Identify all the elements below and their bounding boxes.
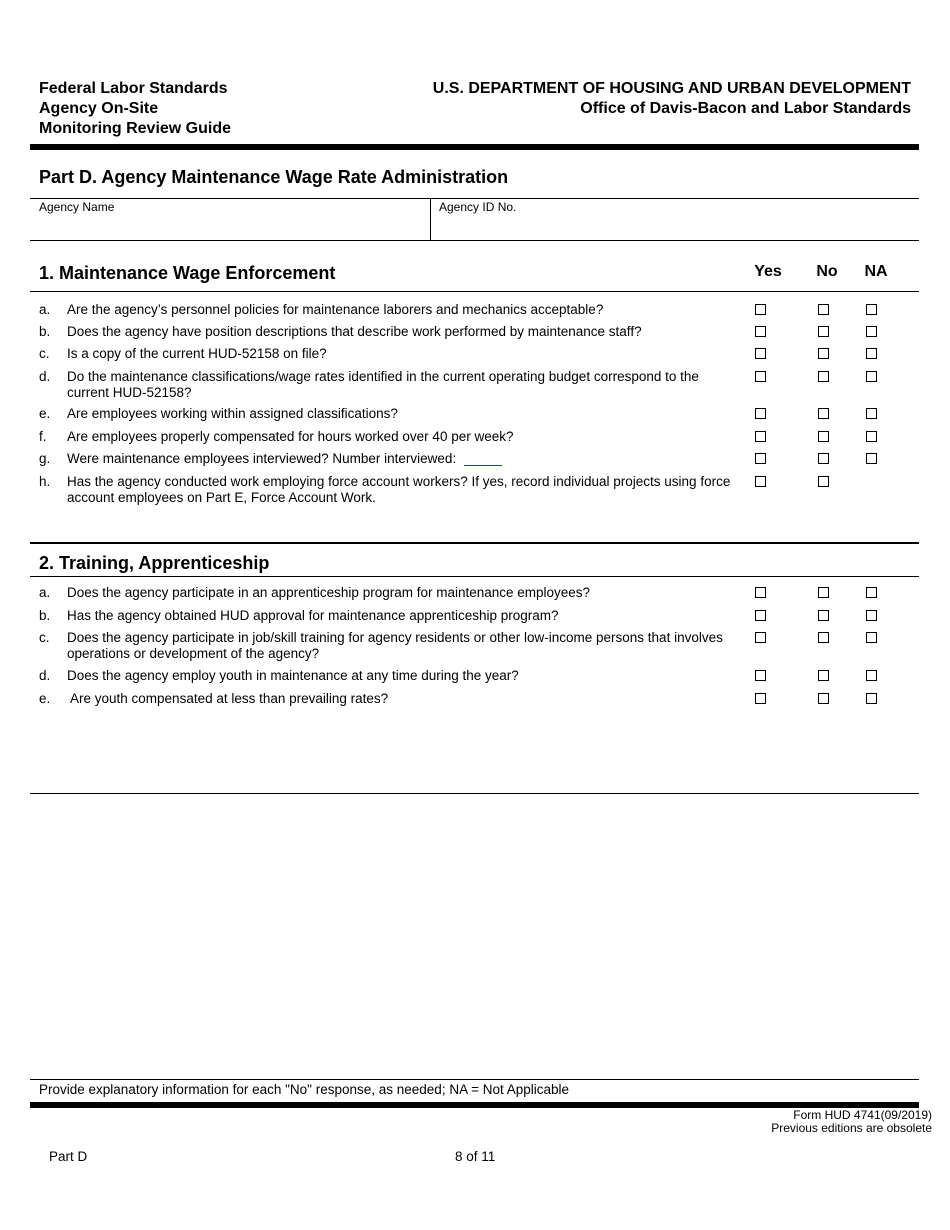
checkbox-yes[interactable] xyxy=(755,304,766,315)
question-letter: a. xyxy=(39,585,51,600)
checkbox-no[interactable] xyxy=(818,326,829,337)
question-letter: d. xyxy=(39,668,51,683)
checkbox-yes[interactable] xyxy=(755,693,766,704)
checkbox-yes[interactable] xyxy=(755,431,766,442)
checkbox-no[interactable] xyxy=(818,693,829,704)
checkbox-na[interactable] xyxy=(866,408,877,419)
agency-id-field[interactable] xyxy=(434,216,916,238)
checkbox-na[interactable] xyxy=(866,431,877,442)
footer-divider xyxy=(30,1102,919,1108)
footnote-top-rule xyxy=(30,1079,919,1080)
checkbox-na[interactable] xyxy=(866,610,877,621)
agency-id-label: Agency ID No. xyxy=(439,200,517,214)
checkbox-na[interactable] xyxy=(866,632,877,643)
column-no-header: No xyxy=(816,263,838,280)
checkbox-yes[interactable] xyxy=(755,371,766,382)
question-text: Has the agency conducted work employing force account workers? If yes, record individual projects using force account employees on Part E, Force Account Work. xyxy=(67,474,731,505)
question-text: Has the agency obtained HUD approval for maintenance apprenticeship program? xyxy=(67,608,559,623)
checkbox-na[interactable] xyxy=(866,693,877,704)
question-letter: b. xyxy=(39,324,51,339)
section-1-title: 1. Maintenance Wage Enforcement xyxy=(39,263,336,283)
question-letter: a. xyxy=(39,302,51,317)
checkbox-yes[interactable] xyxy=(755,610,766,621)
question-text: Does the agency participate in an apprenticeship program for maintenance employees? xyxy=(67,585,591,600)
department-name: U.S. DEPARTMENT OF HOUSING AND URBAN DEVELOPMENT xyxy=(432,80,911,97)
question-letter: b. xyxy=(39,608,51,623)
question-text: Is a copy of the current HUD-52158 on file? xyxy=(67,346,327,361)
question-text: Does the agency employ youth in maintenance at any time during the year? xyxy=(67,668,519,683)
form-number: Form HUD 4741(09/2019) xyxy=(793,1108,932,1122)
question-text: Were maintenance employees interviewed? Number interviewed: xyxy=(67,451,457,466)
header-divider xyxy=(30,144,919,150)
checkbox-na[interactable] xyxy=(866,371,877,382)
checkbox-na[interactable] xyxy=(866,670,877,681)
question-row-g xyxy=(67,451,737,467)
column-na-header: NA xyxy=(864,263,888,280)
question-text: Are employees working within assigned classifications? xyxy=(67,406,398,421)
fields-bottom-border xyxy=(30,240,919,241)
question-letter: e. xyxy=(39,406,51,421)
office-name: Office of Davis-Bacon and Labor Standards xyxy=(580,100,911,117)
question-text: Are the agency’s personnel policies for maintenance laborers and mechanics acceptable? xyxy=(67,302,604,317)
part-title: Part D. Agency Maintenance Wage Rate Administration xyxy=(39,167,509,187)
checkbox-no[interactable] xyxy=(818,348,829,359)
checkbox-no[interactable] xyxy=(818,632,829,643)
checkbox-no[interactable] xyxy=(818,476,829,487)
checkbox-na[interactable] xyxy=(866,326,877,337)
form-title-block xyxy=(39,79,231,139)
checkbox-na[interactable] xyxy=(866,304,877,315)
column-yes-header: Yes xyxy=(754,263,782,280)
checkbox-no[interactable] xyxy=(818,670,829,681)
question-letter: f. xyxy=(39,429,47,444)
editions-note: Previous editions are obsolete xyxy=(771,1121,932,1135)
question-letter: d. xyxy=(39,369,51,384)
checkbox-yes[interactable] xyxy=(755,670,766,681)
question-letter: h. xyxy=(39,474,51,489)
fields-top-border xyxy=(30,198,919,199)
explanation-area[interactable] xyxy=(30,800,919,1076)
checkbox-no[interactable] xyxy=(818,371,829,382)
checkbox-no[interactable] xyxy=(818,587,829,598)
question-text: Does the agency have position descriptions that describe work performed by maintenance staff? xyxy=(67,324,642,339)
section-1-header-rule xyxy=(30,291,919,292)
checkbox-no[interactable] xyxy=(818,408,829,419)
question-text: Does the agency participate in job/skill training for agency residents or other low-income persons that involves operations or development of the agency? xyxy=(67,630,723,661)
question-text: Do the maintenance classifications/wage rates identified in the current operating budget correspond to the current HUD-52158? xyxy=(67,369,699,400)
section-2-title: 2. Training, Apprenticeship xyxy=(39,553,270,573)
footnote: Provide explanatory information for each "No" response, as needed; NA = Not Applicable xyxy=(39,1082,570,1097)
agency-name-label: Agency Name xyxy=(39,200,115,214)
checkbox-yes[interactable] xyxy=(755,453,766,464)
question-text: Are youth compensated at less than prevailing rates? xyxy=(67,691,389,706)
section-2-top-rule xyxy=(30,542,919,544)
question-letter: c. xyxy=(39,346,50,361)
form-title-line-2: Agency On-Site xyxy=(39,100,159,117)
checkbox-na[interactable] xyxy=(866,348,877,359)
section-2-header-rule xyxy=(30,576,919,577)
checkbox-na[interactable] xyxy=(866,587,877,598)
checkbox-no[interactable] xyxy=(818,304,829,315)
form-title-line-3: Monitoring Review Guide xyxy=(39,120,232,137)
question-letter: e. xyxy=(39,691,51,706)
checkbox-yes[interactable] xyxy=(755,348,766,359)
section-2-bottom-rule xyxy=(30,793,919,794)
form-title-line-1: Federal Labor Standards xyxy=(39,80,228,97)
fields-divider xyxy=(430,198,431,241)
question-text: Are employees properly compensated for hours worked over 40 per week? xyxy=(67,429,514,444)
checkbox-yes[interactable] xyxy=(755,587,766,598)
checkbox-no[interactable] xyxy=(818,431,829,442)
checkbox-yes[interactable] xyxy=(755,632,766,643)
checkbox-no[interactable] xyxy=(818,453,829,464)
checkbox-yes[interactable] xyxy=(755,326,766,337)
form-id-block xyxy=(771,1109,932,1135)
checkbox-yes[interactable] xyxy=(755,408,766,419)
checkbox-na[interactable] xyxy=(866,453,877,464)
checkbox-yes[interactable] xyxy=(755,476,766,487)
part-label: Part D xyxy=(49,1149,88,1164)
page-number: 8 of 11 xyxy=(455,1149,496,1164)
department-block xyxy=(433,79,911,119)
number-interviewed-input[interactable] xyxy=(464,464,502,466)
question-letter: c. xyxy=(39,630,50,645)
question-letter: g. xyxy=(39,451,51,466)
agency-name-field[interactable] xyxy=(34,216,426,238)
checkbox-no[interactable] xyxy=(818,610,829,621)
